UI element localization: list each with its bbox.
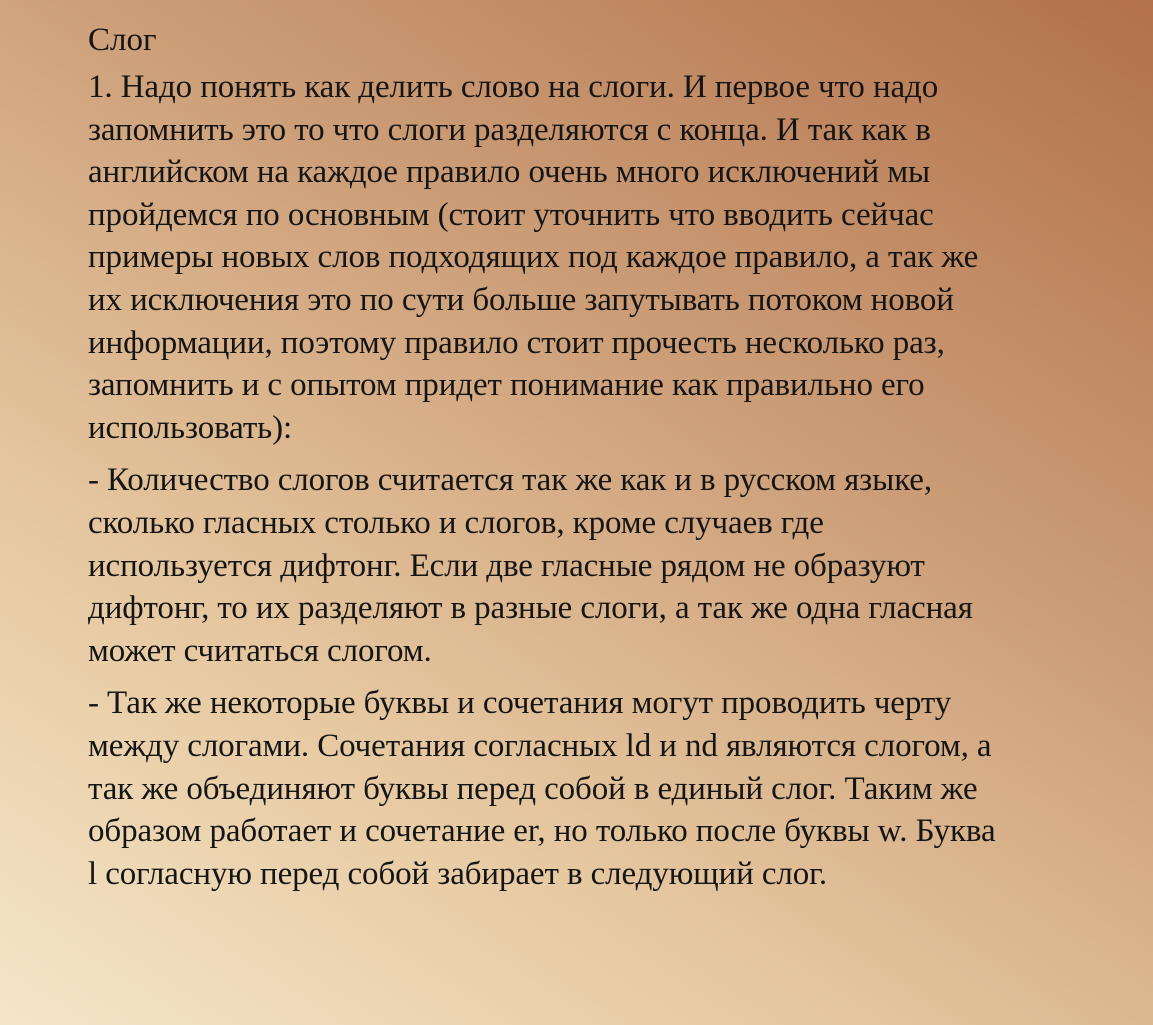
slide-title: Слог <box>88 22 157 58</box>
text-line: запомнить и с опытом придет понимание как правильно его <box>88 367 925 404</box>
text-line: используется дифтонг. Если две гласные рядом не образуют <box>88 547 925 584</box>
text-line: пройдемся по основным (стоит уточнить что вводить сейчас <box>88 196 934 233</box>
text-line: так же объединяют буквы перед собой в единый слог. Таким же <box>88 770 978 807</box>
text-line: английском на каждое правило очень много исключений мы <box>88 154 931 191</box>
text-line: образом работает и сочетание er, но только после буквы w. Буква <box>88 813 996 850</box>
text-line: использовать): <box>88 409 293 446</box>
text-line: - Так же некоторые буквы и сочетания могут проводить черту <box>88 685 952 722</box>
paragraph-syllable-count <box>88 459 1123 672</box>
text-line: информации, поэтому правило стоит прочесть несколько раз, <box>88 324 945 361</box>
text-line: запомнить это то что слоги разделяются с конца. И так как в <box>88 111 931 148</box>
text-line: примеры новых слов подходящих под каждое правило, а так же <box>88 239 979 276</box>
text-line: - Количество слогов считается так же как и в русском языке, <box>88 462 932 499</box>
text-line: дифтонг, то их разделяют в разные слоги, а так же одна гласная <box>88 590 973 627</box>
text-line: сколько гласных столько и слогов, кроме случаев где <box>88 504 824 541</box>
text-line: их исключения это по сути больше запутывать потоком новой <box>88 281 954 318</box>
paragraph-syllable-division <box>88 66 1123 449</box>
text-line: l согласную перед собой забирает в следующий слог. <box>88 855 828 892</box>
text-line: между слогами. Сочетания согласных ld и nd являются слогом, а <box>88 727 992 764</box>
text-line: может считаться слогом. <box>88 632 432 669</box>
text-line: 1. Надо понять как делить слово на слоги. И первое что надо <box>88 69 939 105</box>
paragraph-letter-combinations <box>88 682 1123 895</box>
